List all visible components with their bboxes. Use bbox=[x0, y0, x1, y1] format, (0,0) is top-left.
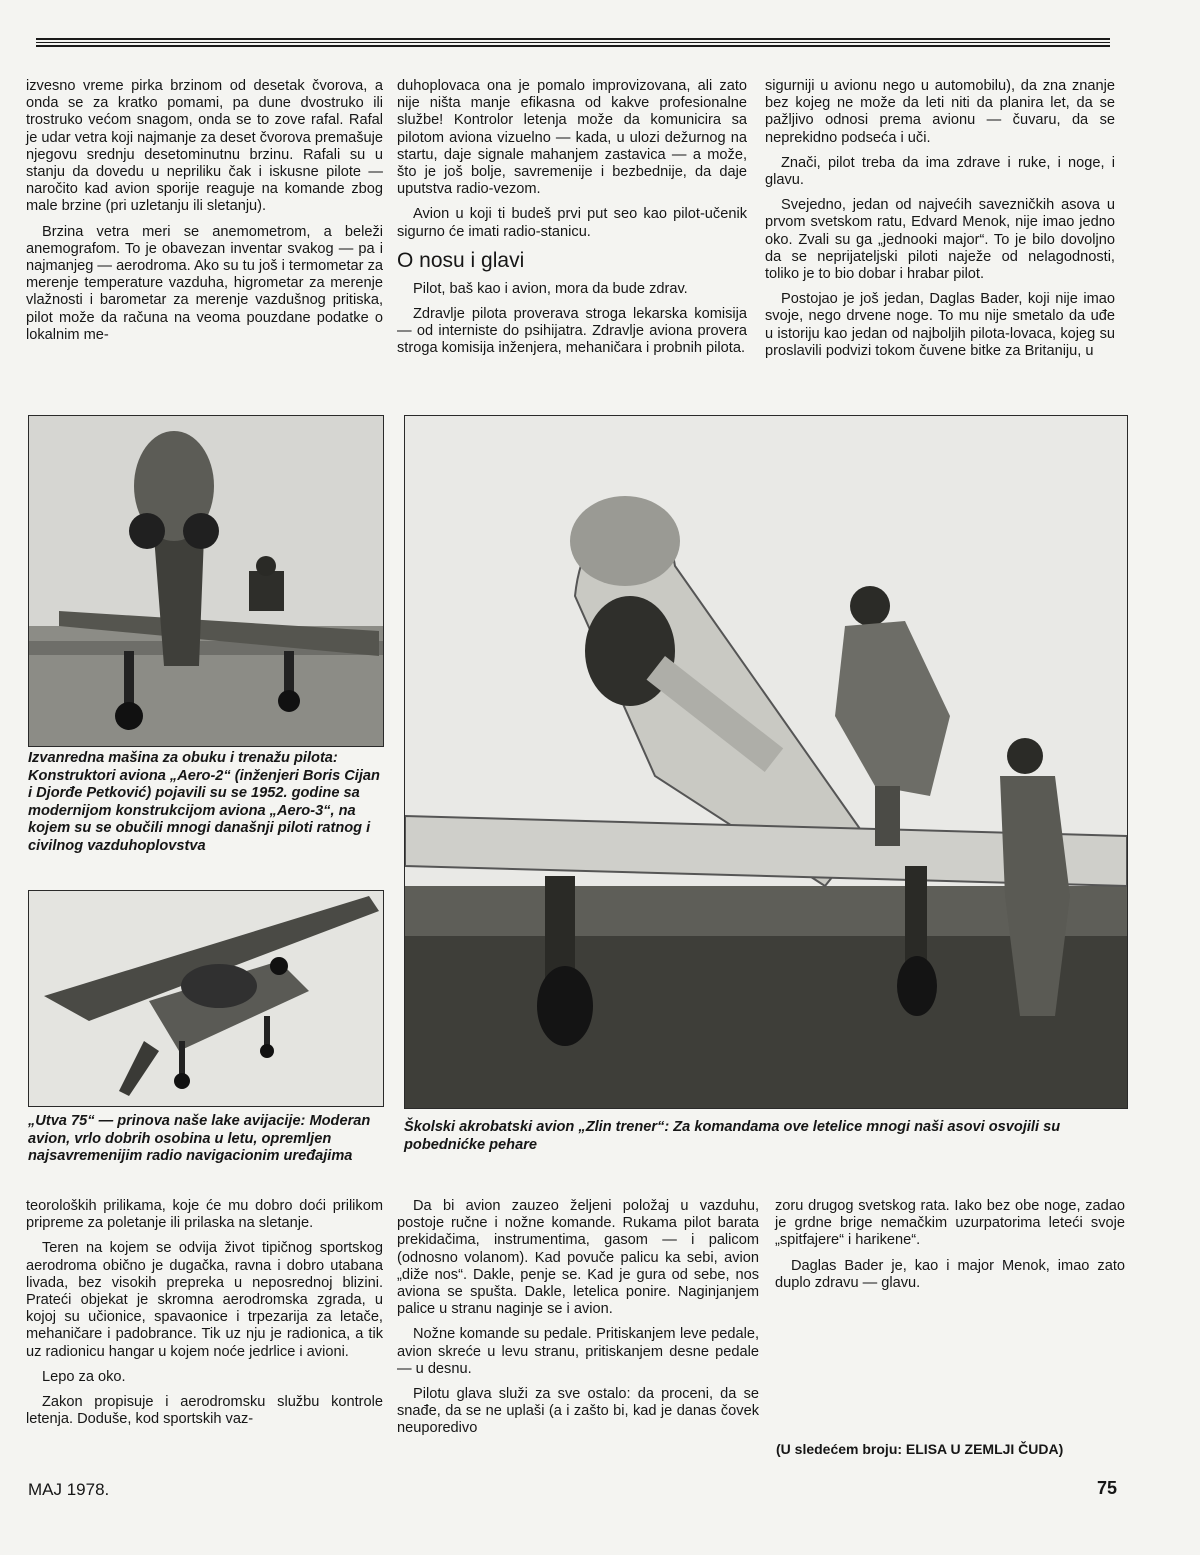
paragraph: Brzina vetra meri se anemometrom, a beleži anemografom. To je obavezan inventar svakog — pa i najmanjeg — aerodroma. Ako su tu još i termometar za merenje temperature vazduha, higrometar za merenje vlažnosti i barometar za merenje vazdušnog pritiska, pilot može da računa na veoma pouzdane podatke o lokalnim me- bbox=[26, 223, 383, 343]
paragraph: Svejedno, jedan od najvećih savezničkih asova u prvom svetskom ratu, Edvard Menok, nije imao jedno oko. Zvali su ga „jednooki major“. To je bilo dovoljno da se neprijateljski piloti naježe od nelagodnosti, toliko je to bio dobar i hrabar pilot. bbox=[765, 197, 1115, 283]
paragraph: zoru drugog svetskog rata. Iako bez obe noge, zadao je grdne brige nemačkim uzurpatorima leteći svoje „spitfajere“ i harikene“. bbox=[775, 1198, 1125, 1249]
photo-utva-75 bbox=[28, 890, 384, 1107]
paragraph: Avion u koji ti budeš prvi put seo kao pilot-učenik sigurno će imati radio-stanicu. bbox=[397, 206, 747, 240]
photo-caption-zlin-trener: Školski akrobatski avion „Zlin trener“: Za komandama ove letelice mnogi naši asovi osvojili su pobednićke pehare bbox=[404, 1119, 1061, 1153]
paragraph: teoroloških prilikama, koje će mu dobro doći prilikom pripreme za poletanje ili prilaska na sletanje. bbox=[26, 1198, 383, 1232]
issue-date: MAJ 1978. bbox=[28, 1480, 110, 1499]
photo-caption-aero-3: Izvanredna mašina za obuku i trenažu pilota: Konstruktori aviona „Aero-2“ (inženjeri Boris Cijan i Djorđe Petković) pojavili su se 1952. godine sa modernijom konstrukcijom aviona „Aero-3“, na kojem su se obučili mnogi današnji piloti ratnog i civilnog vazduhoplovstva bbox=[28, 750, 380, 854]
photo-zlin-trener bbox=[404, 415, 1128, 1109]
text-column-bottom-2 bbox=[397, 1198, 759, 1446]
next-issue-teaser: (U sledećem broju: ELISA U ZEMLJI ČUDA) bbox=[776, 1441, 1064, 1457]
paragraph: Da bi avion zauzeo željeni položaj u vazduhu, postoje ručne i nožne komande. Rukama pilot barata prekidačima, instrumentima, gasom — i palicom (odnosno volanom). Kad povuče palicu ka sebi, avion „diže nos“. Dakle, penje se. Kad je gura od sebe, nos aviona se spušta. Dakle, letelica ponire. Naginjanjem palice u stranu naginje se i avion. bbox=[397, 1198, 759, 1318]
paragraph: Znači, pilot treba da ima zdrave i ruke, i noge, i glavu. bbox=[765, 154, 1115, 189]
text-column-top-2 bbox=[397, 78, 747, 366]
text-column-bottom-3 bbox=[775, 1198, 1125, 1300]
header-rule-bottom bbox=[36, 45, 1110, 47]
photo-aero-3 bbox=[28, 415, 384, 747]
paragraph: Pilot, baš kao i avion, mora da bude zdrav. bbox=[413, 280, 688, 297]
section-heading: O nosu i glavi bbox=[397, 248, 525, 272]
paragraph: Zakon propisuje i aerodromsku službu kontrole letenja. Doduše, kod sportskih vaz- bbox=[26, 1394, 383, 1428]
text-column-top-1 bbox=[26, 78, 383, 352]
paragraph: Zdravlje pilota proverava stroga lekarska komisija — od interniste do psihijatra. Zdravlje aviona provera stroga komisija inženjera, mehaničara i probnih pilota. bbox=[397, 306, 747, 357]
paragraph: izvesno vreme pirka brzinom od desetak čvorova, a onda se za kratko pomami, pa dune dvostruko ili trostruko većom snagom, onda se to zove rafal. Rafal je udar vetra koji najmanje za deset čvorova premašuje njegovu srednju desetominutnu brzinu. Rafali su u stanju da dovedu u nepriliku čak i iskusne pilote — naročito kad avion sporije reaguje na komande zbog male brzine (pri uzletanju ili sletanju). bbox=[26, 78, 383, 215]
paragraph: Nožne komande su pedale. Pritiskanjem leve pedale, avion skreće u levu stranu, pritiskanjem desne pedale — u desnu. bbox=[397, 1326, 759, 1377]
paragraph: Postojao je još jedan, Daglas Bader, koji nije imao svoje, nego drvene noge. To mu nije smetalo da uđe u istoriju kao jedan od najboljih pilota-lovaca, kojeg su proslavili podvizi tokom čuvene bitke za Britaniju, u bbox=[765, 291, 1115, 359]
text-column-bottom-1 bbox=[26, 1198, 383, 1436]
header-rule-top bbox=[36, 38, 1110, 40]
header-rule-middle bbox=[36, 42, 1110, 43]
paragraph: duhoplovaca ona je pomalo improvizovana, ali zato nije ništa manje efikasna od kakve profesionalne službe! Kontrolor letenja može da komunicira sa pilotom aviona vizuelno — kada, u ulozi dežurnog na startu, daje signale mahanjem zastavica — a može, što je još bolje, savremenije i bezbednije, da daje uputstva radio-vezom. bbox=[397, 78, 747, 198]
text-column-top-3 bbox=[765, 78, 1115, 368]
paragraph: Pilotu glava služi za sve ostalo: da proceni, da se snađe, da se ne uplaši (a i zašto bi, kad je danas čovek neuporedivo bbox=[397, 1386, 759, 1437]
paragraph: Lepo za oko. bbox=[42, 1368, 126, 1385]
paragraph: Teren na kojem se odvija život tipičnog sportskog aerodroma obično je dugačka, ravna i dobro utabana livada, bez visokih prepreka u neposrednoj blizini. Prateći objekat je skromna aerodromska zgrada, u kojoj su učionice, spavaonice i trpezarija za letače, mehaničare i padobrance. Tik uz nju je radionica, a tik uz radionicu hangar u kojem noće jedrlice i avioni. bbox=[26, 1240, 383, 1360]
paragraph: sigurniji u avionu nego u automobilu), da zna znanje bez kojeg ne može da leti niti da planira let, da se pažljivo odnosi prema avionu — čuvaru, da se neprekidno podseća i uči. bbox=[765, 78, 1115, 146]
page-number: 75 bbox=[1097, 1478, 1118, 1498]
paragraph: Daglas Bader je, kao i major Menok, imao zato duplo zdravu — glavu. bbox=[775, 1257, 1125, 1291]
photo-caption-utva-75: „Utva 75“ — prinova naše lake avijacije: Moderan avion, vrlo dobrih osobina u letu, opremljen najsavremenijim radio navigacionim uređajima bbox=[28, 1113, 371, 1165]
